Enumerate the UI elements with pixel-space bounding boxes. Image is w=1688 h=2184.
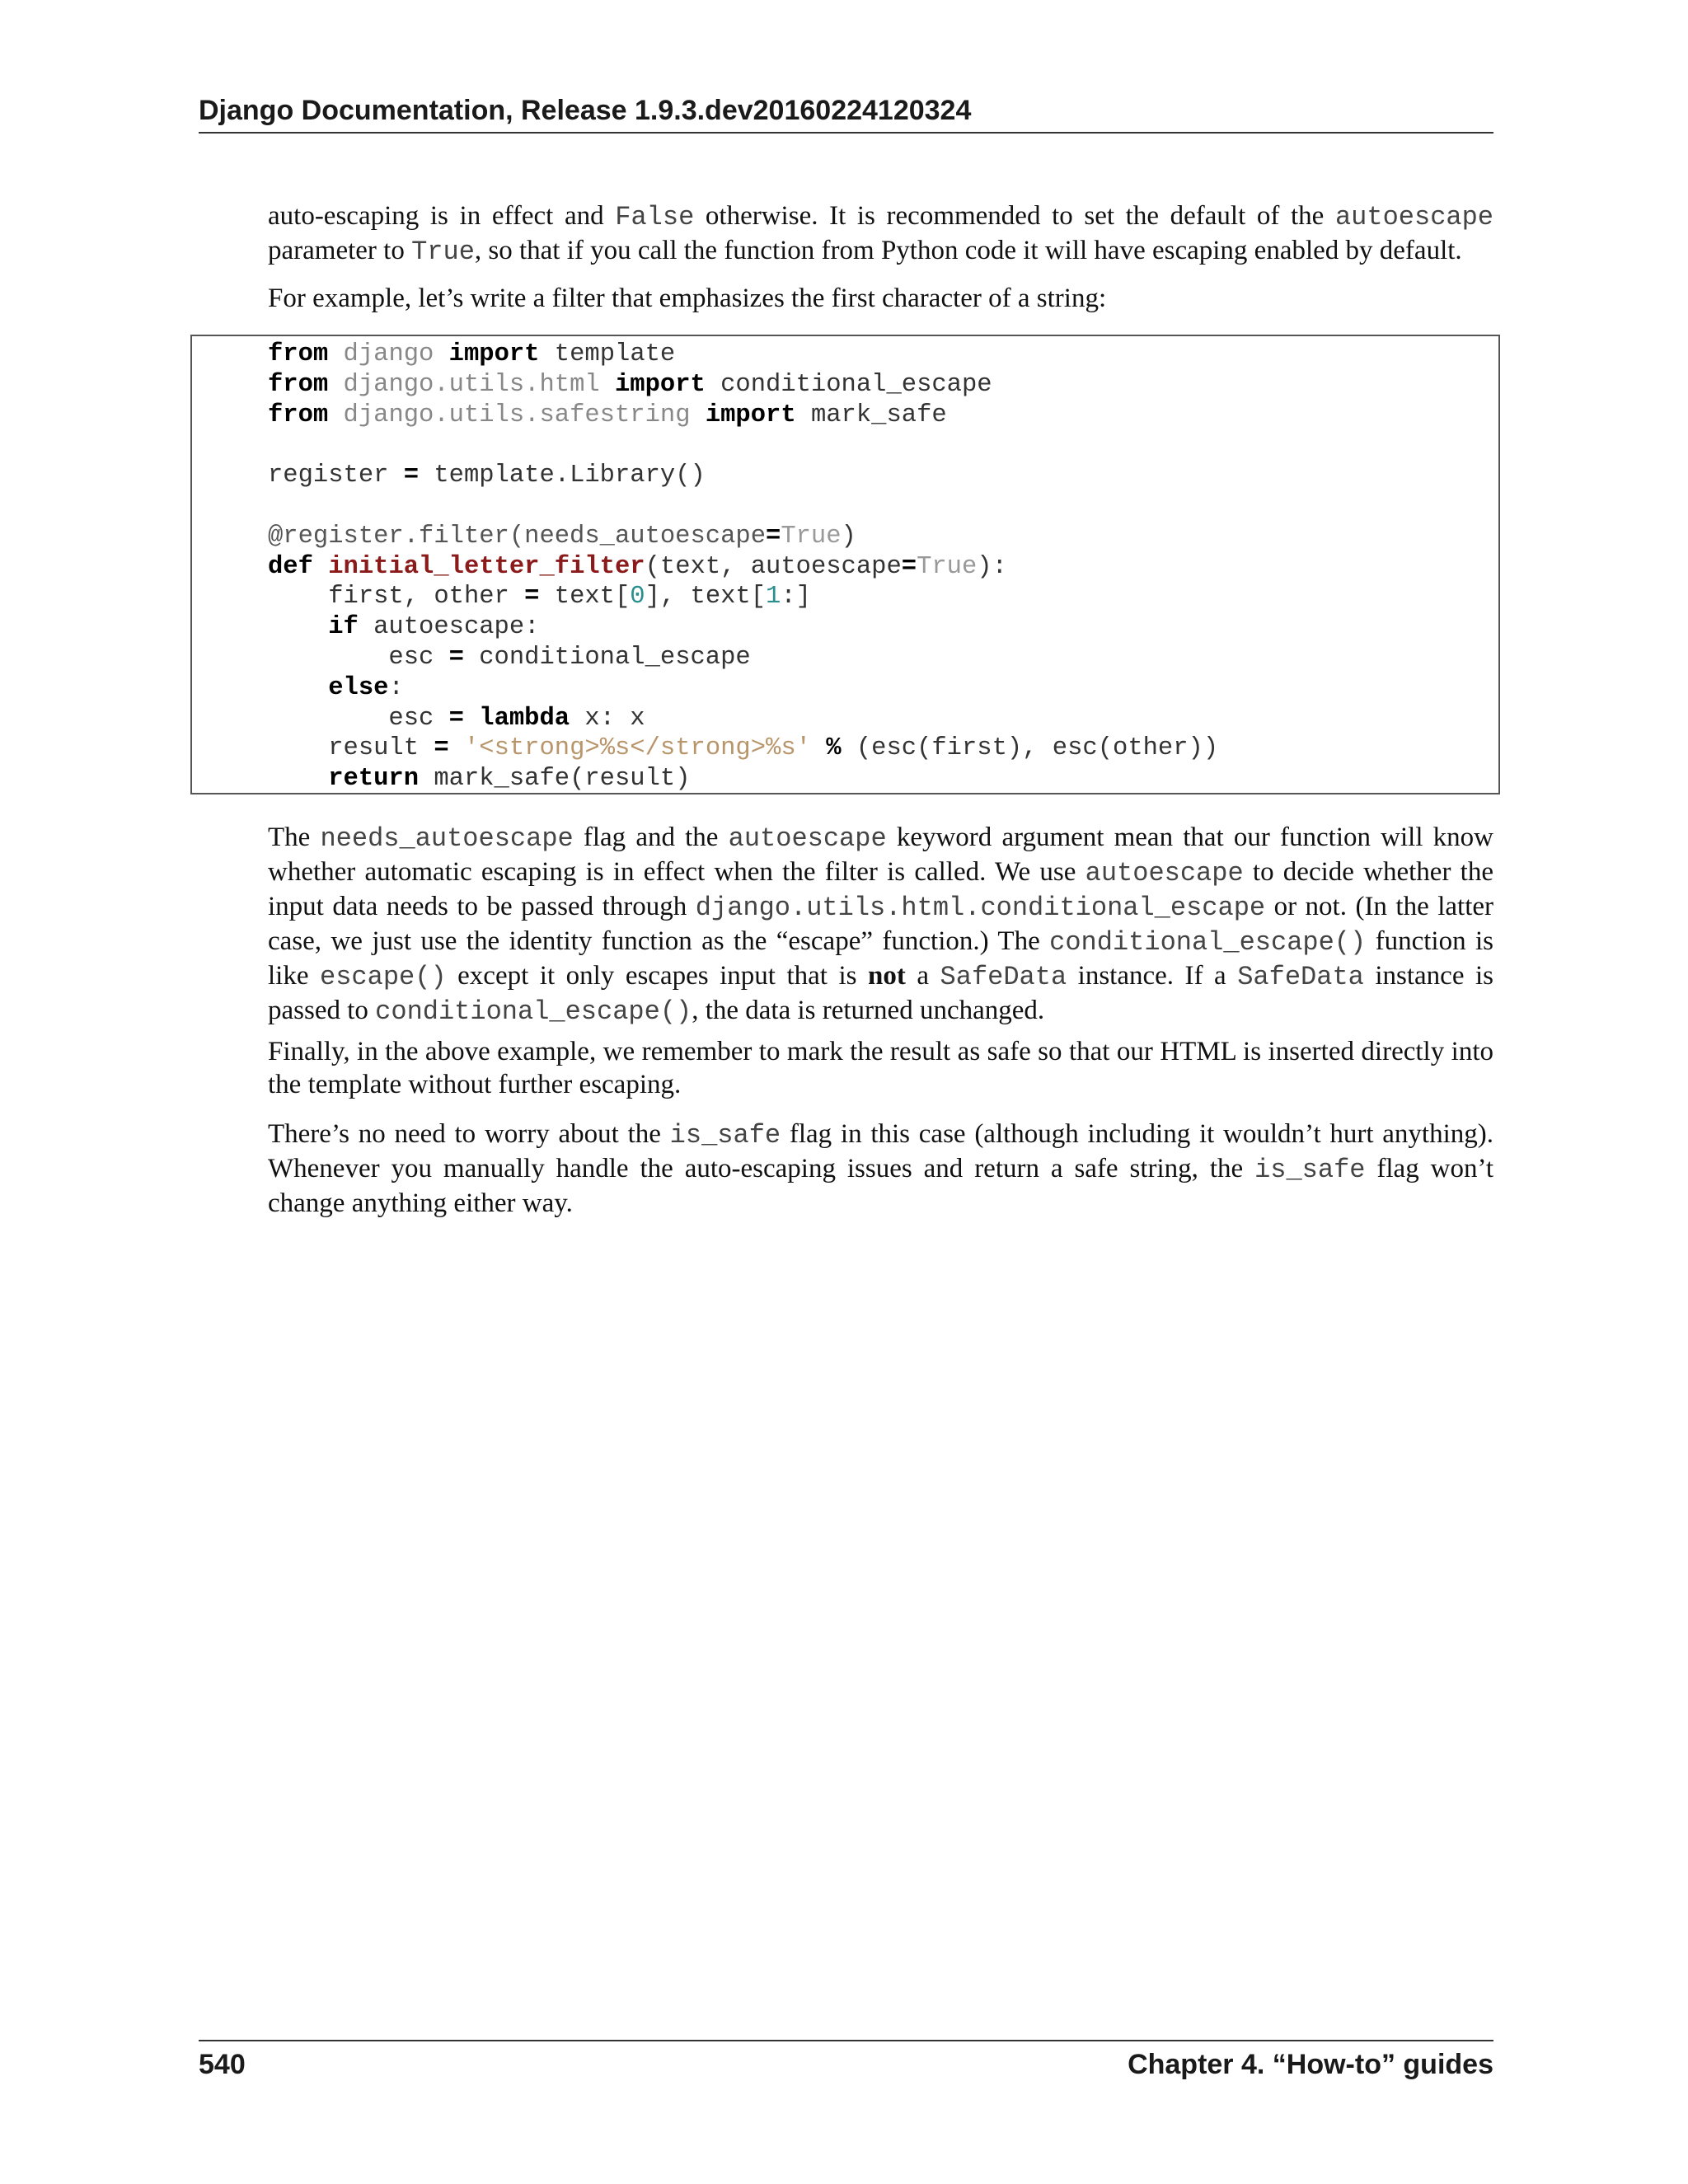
keyword: return	[328, 765, 420, 794]
code-block	[190, 335, 1500, 794]
module-name: django.utils.html	[343, 370, 600, 399]
paragraph-mark-safe	[268, 1035, 1493, 1101]
text: auto-escaping is in effect and	[268, 201, 616, 231]
module-name: django	[343, 340, 434, 368]
keyword: import	[615, 370, 706, 399]
page-number: 540	[199, 2049, 246, 2080]
inline-code: is_safe	[669, 1120, 781, 1151]
keyword: from	[268, 401, 329, 429]
string-literal: '<strong>%s</strong>%s'	[463, 734, 811, 763]
number: 0	[630, 583, 645, 612]
paragraph-example-intro	[268, 282, 1493, 315]
code-listing: from django import template from django.utils.html import conditional_escape from django.utils.safestring import mark_safe register = template.Library() @register.filter(needs_autoescape=True) def initial_letter_filter(text, autoescape=True): first, other = text[0], text[1:] if autoescape: esc = conditional_escape else: esc = lambda x: x result = '<strong>%s</strong>%s' % (esc(first), esc(other)) return mark_safe(result)	[268, 340, 1219, 794]
keyword: from	[268, 370, 329, 399]
number: 1	[766, 583, 781, 612]
decorator: @register.filter(needs_autoescape	[268, 522, 766, 551]
text: , so that if you call the function from Python code it will have escaping enabled by default.	[474, 236, 1462, 265]
inline-code: autoescape	[728, 823, 887, 854]
page-footer	[199, 2040, 1493, 2083]
text: Finally, in the above example, we remember to mark the result as safe so that our HTML is inserted directly into the template without further escaping.	[268, 1037, 1493, 1099]
inline-code: False	[615, 202, 695, 232]
bold-text: not	[868, 961, 906, 991]
keyword: import	[705, 401, 796, 429]
keyword: from	[268, 340, 329, 368]
document-title: Django Documentation, Release 1.9.3.dev20160224120324	[199, 95, 972, 126]
inline-code: needs_autoescape	[320, 823, 574, 854]
keyword: lambda	[479, 704, 570, 733]
constant: True	[917, 552, 978, 581]
paragraph-explanation: The needs_autoescape flag and the autoescape keyword argument mean that our function will know whether automatic escaping is in effect when the filter is called. We use autoescape to decide whether the input data needs to be passed through django.utils.html.conditional_escape or not. (In the latter case, we just use the identity function as the “escape” function.) The conditional_escape() function is like escape() except it only escapes input that is not a SafeData instance. If a SafeData instance is passed to conditional_escape(), the data is returned unchanged.	[268, 823, 1494, 1027]
keyword: if	[328, 613, 359, 642]
text: For example, let’s write a filter that emphasizes the first character of a string:	[268, 284, 1107, 313]
module-name: django.utils.safestring	[343, 401, 691, 429]
inline-code: escape()	[320, 962, 447, 992]
paragraph-autoescape-default	[268, 199, 1493, 269]
inline-code: True	[411, 237, 475, 267]
inline-code: autoescape	[1334, 202, 1493, 232]
keyword: def	[268, 552, 313, 581]
keyword: else	[328, 673, 389, 702]
page-header	[199, 92, 1493, 134]
inline-code: conditional_escape()	[375, 996, 692, 1027]
text: parameter to	[268, 236, 412, 265]
inline-code: autoescape	[1085, 858, 1244, 888]
inline-code: django.utils.html.conditional_escape	[695, 893, 1266, 923]
inline-code: is_safe	[1254, 1155, 1366, 1185]
inline-code: SafeData	[1237, 962, 1364, 992]
function-name: initial_letter_filter	[328, 552, 645, 581]
inline-code: SafeData	[940, 962, 1067, 992]
chapter-title: Chapter 4. “How-to” guides	[1128, 2049, 1493, 2080]
keyword: import	[448, 340, 540, 368]
inline-code: conditional_escape()	[1049, 927, 1367, 958]
constant: True	[781, 522, 842, 551]
paragraph-is-safe-note: There’s no need to worry about the is_safe flag in this case (although including it wouldn’t hurt anything). Whenever you manually handle the auto-escaping issues and return a safe string, the is_safe flag won’t change anything either way.	[268, 1119, 1494, 1218]
text: otherwise. It is recommended to set the default of the	[694, 201, 1335, 231]
